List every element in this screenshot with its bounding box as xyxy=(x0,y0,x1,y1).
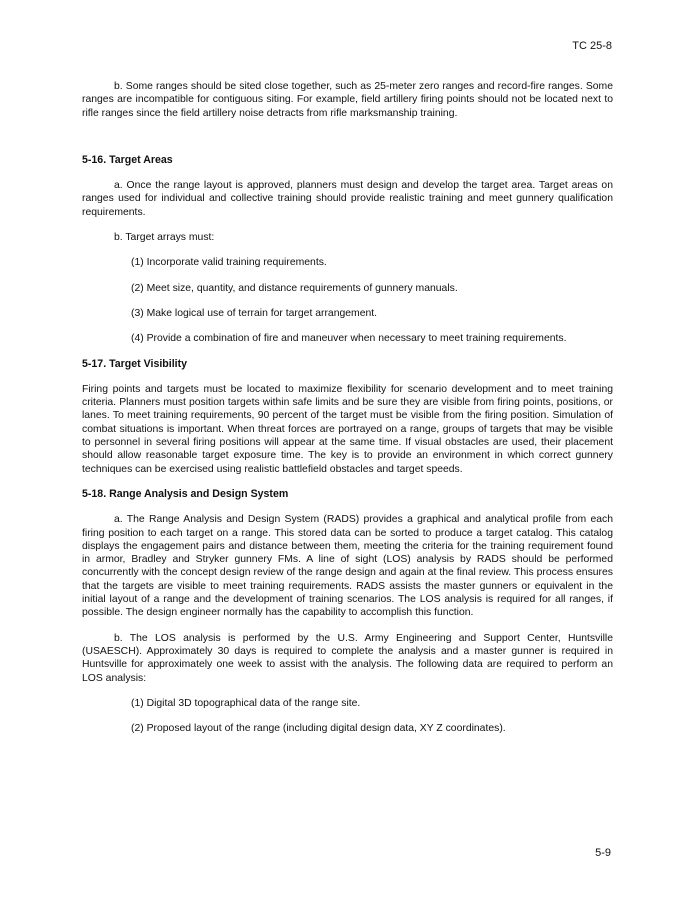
list-item: (3) Make logical use of terrain for target arrangement. xyxy=(131,307,378,319)
section-5-18-para-b: b. The LOS analysis is performed by the U.S. Army Engineering and Support Center, Huntsville (USAESCH). Approximately 30 days is required to complete the analysis and a master gunner is required in Huntsville for approximately one week to assist with the analysis. The following data are required to perform an LOS analysis: xyxy=(82,632,613,684)
list-item: (2) Proposed layout of the range (including digital design data, XY Z coordinates). xyxy=(131,723,506,735)
list-item: (2) Meet size, quantity, and distance requirements of gunnery manuals. xyxy=(131,282,458,294)
section-5-17-para: Firing points and targets must be located to maximize flexibility for scenario development and to meet training criteria. Planners must position targets within safe limits and be sure they are visible from firing points, positions, or lanes. To meet training requirements, 90 percent of the target must be visible from the firing position. Simulation of combat situations is important. When threat forces are portrayed on a range, groups of targets that may be visible to personnel in several firing positions will appear at the same time. If visual obstacles are used, their placement should allow reasonable target exposure time. The key is to provide an environment in which correct gunnery techniques can be exercised using realistic battlefield obstacles and target speeds. xyxy=(82,383,613,475)
list-item: (1) Digital 3D topographical data of the range site. xyxy=(131,697,361,709)
section-5-17-title: 5-17. Target Visibility xyxy=(82,357,187,370)
section-5-18-para-a: a. The Range Analysis and Design System (RADS) provides a graphical and analytical profile from each firing position to each target on a range. This stored data can be sorted to produce a target catalog. This catalog displays the engagement pairs and distance between them, meeting the criteria for the training requirement found in armor, Bradley and Stryker gunnery FMs. A line of sight (LOS) analysis by RADS should be performed concurrently with the concept design review of the range design and again at the final review. This process ensures that the targets are visible to meet training requirements. RADS assists the master gunners or equivalent in the initial layout of a range and the development of training scenarios. The LOS analysis is required for all ranges, if possible. The design engineer normally has the capability to accomplish this function. xyxy=(82,514,613,619)
list-item: (1) Incorporate valid training requirements. xyxy=(131,257,327,269)
page-content xyxy=(82,80,613,735)
section-5-16-title: 5-16. Target Areas xyxy=(82,153,173,166)
list-item: (4) Provide a combination of fire and maneuver when necessary to meet training requirements. xyxy=(131,333,567,345)
section-5-18-title: 5-18. Range Analysis and Design System xyxy=(82,487,289,500)
paragraph-b-siting: b. Some ranges should be sited close together, such as 25-meter zero ranges and record-fire ranges. Some ranges are incompatible for contiguous siting. For example, field artillery firing points should not be located next to rifle ranges since the field artillery noise detracts from rifle marksmanship training. xyxy=(82,81,613,119)
header-doc-id: TC 25-8 xyxy=(572,40,612,52)
footer-page-number: 5-9 xyxy=(595,847,611,859)
section-5-16-para-a: a. Once the range layout is approved, planners must design and develop the target area. Target areas on ranges used for individual and collective training should provide realistic training and meet gunnery qualification requirements. xyxy=(82,180,613,218)
section-5-16-para-b: b. Target arrays must: xyxy=(114,232,215,244)
